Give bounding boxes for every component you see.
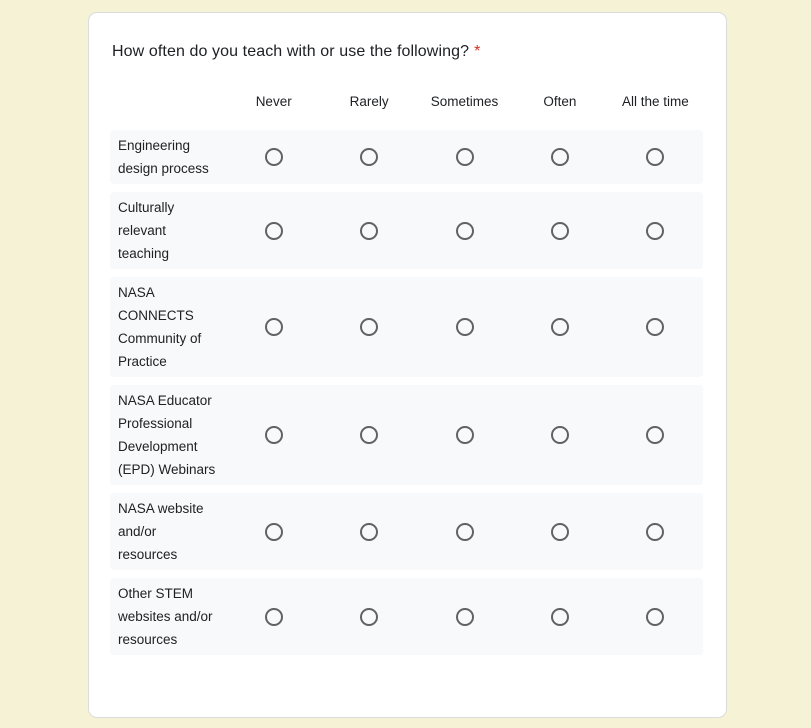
radio-cell xyxy=(608,385,703,485)
radio-cell xyxy=(226,130,321,184)
radio-cell xyxy=(512,277,607,377)
radio-cell xyxy=(608,493,703,570)
radio-button[interactable] xyxy=(551,222,569,240)
row-label: Culturally relevant teaching xyxy=(118,200,175,261)
radio-cell xyxy=(608,192,703,269)
row-label: NASA Educator Professional Development (EPD) Webinars xyxy=(118,393,216,477)
radio-button[interactable] xyxy=(265,148,283,166)
radio-button[interactable] xyxy=(551,318,569,336)
row-label: Other STEM websites and/or resources xyxy=(118,586,213,647)
radio-cell xyxy=(512,192,607,269)
radio-button[interactable] xyxy=(456,608,474,626)
radio-button[interactable] xyxy=(265,318,283,336)
radio-button[interactable] xyxy=(360,318,378,336)
grid-rows xyxy=(110,130,703,655)
grid-header-row xyxy=(110,94,703,110)
grid-header-spacer xyxy=(110,94,226,110)
radio-button[interactable] xyxy=(456,523,474,541)
radio-cell xyxy=(321,277,416,377)
radio-cell xyxy=(226,493,321,570)
radio-cell xyxy=(512,578,607,655)
radio-button[interactable] xyxy=(360,426,378,444)
radio-button[interactable] xyxy=(265,608,283,626)
radio-button[interactable] xyxy=(360,523,378,541)
radio-cell xyxy=(321,493,416,570)
radio-cell xyxy=(321,578,416,655)
row-label: NASA website and/or resources xyxy=(118,501,204,562)
radio-button[interactable] xyxy=(646,426,664,444)
radio-cell xyxy=(417,130,512,184)
radio-button[interactable] xyxy=(646,148,664,166)
radio-button[interactable] xyxy=(360,608,378,626)
question-title xyxy=(112,40,702,64)
radio-cell xyxy=(608,277,703,377)
radio-button[interactable] xyxy=(456,426,474,444)
radio-button[interactable] xyxy=(360,222,378,240)
radio-button[interactable] xyxy=(456,318,474,336)
radio-cell xyxy=(512,493,607,570)
radio-cell xyxy=(226,385,321,485)
grid-row xyxy=(110,578,703,655)
radio-button[interactable] xyxy=(551,148,569,166)
radio-button[interactable] xyxy=(360,148,378,166)
grid-row xyxy=(110,130,703,184)
radio-cell xyxy=(512,130,607,184)
question-title-text: How often do you teach with or use the following? xyxy=(112,43,470,60)
radio-cell xyxy=(417,578,512,655)
row-label: Engineering design process xyxy=(118,138,209,176)
column-header-often: Often xyxy=(543,94,577,109)
radio-button[interactable] xyxy=(551,523,569,541)
radio-cell xyxy=(226,192,321,269)
radio-button[interactable] xyxy=(456,148,474,166)
required-asterisk: * xyxy=(474,43,481,60)
radio-cell xyxy=(417,192,512,269)
column-header-all-the-time: All the time xyxy=(621,94,689,109)
radio-button[interactable] xyxy=(265,222,283,240)
radio-grid xyxy=(110,94,703,655)
grid-row xyxy=(110,192,703,269)
radio-button[interactable] xyxy=(551,608,569,626)
row-label: NASA CONNECTS Community of Practice xyxy=(118,285,202,369)
grid-row xyxy=(110,385,703,485)
radio-cell xyxy=(321,385,416,485)
radio-cell xyxy=(417,493,512,570)
radio-cell xyxy=(512,385,607,485)
grid-row xyxy=(110,493,703,570)
column-header-sometimes: Sometimes xyxy=(430,94,499,109)
radio-cell xyxy=(608,578,703,655)
column-header-rarely: Rarely xyxy=(349,94,389,109)
column-header-never: Never xyxy=(255,94,292,109)
radio-cell xyxy=(226,578,321,655)
radio-button[interactable] xyxy=(265,426,283,444)
radio-button[interactable] xyxy=(646,318,664,336)
radio-cell xyxy=(321,192,416,269)
radio-cell xyxy=(417,277,512,377)
radio-button[interactable] xyxy=(646,608,664,626)
question-card xyxy=(88,12,727,718)
radio-cell xyxy=(608,130,703,184)
grid-row xyxy=(110,277,703,377)
radio-button[interactable] xyxy=(456,222,474,240)
radio-button[interactable] xyxy=(551,426,569,444)
radio-cell xyxy=(321,130,416,184)
radio-cell xyxy=(226,277,321,377)
radio-button[interactable] xyxy=(646,523,664,541)
radio-button[interactable] xyxy=(646,222,664,240)
radio-button[interactable] xyxy=(265,523,283,541)
radio-cell xyxy=(417,385,512,485)
